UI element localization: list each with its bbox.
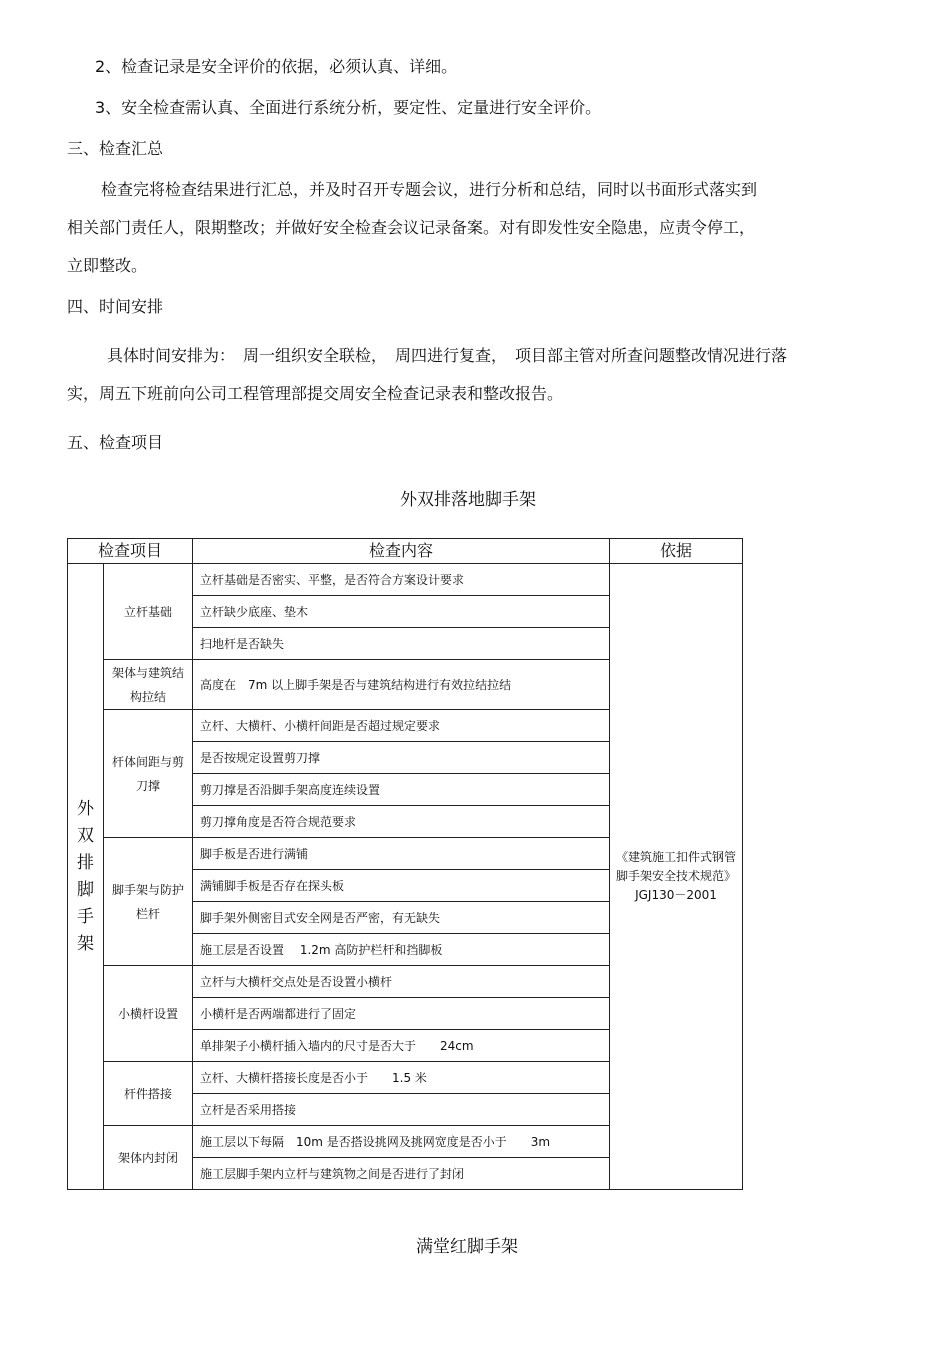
group-cell: [104, 966, 193, 1062]
content-cell: 小横杆是否两端都进行了固定: [193, 998, 610, 1030]
group-cell: [104, 660, 193, 710]
paragraph-schedule-line1: 具体时间安排为： 周一组织安全联检， 周四进行复查， 项目部主管对所查问题整改情况进行落: [107, 346, 788, 365]
content-cell: 剪刀撑是否沿脚手架高度连续设置: [193, 774, 610, 806]
table-row: [68, 564, 743, 596]
content-cell: 施工层脚手架内立杆与建筑物之间是否进行了封闭: [193, 1158, 610, 1190]
content-cell: 脚手板是否进行满铺: [193, 838, 610, 870]
group-cell: [104, 710, 193, 838]
content-cell: 立杆是否采用搭接: [193, 1094, 610, 1126]
group-label: 架体与建筑结构拉结: [111, 665, 184, 704]
paragraph-summary-line2: 相关部门责任人，限期整改；并做好安全检查会议记录备案。对有即发性安全隐患，应责令停工，: [67, 218, 756, 237]
main-item-cell: [68, 564, 104, 1190]
content-cell: 扫地杆是否缺失: [193, 628, 610, 660]
header-item: 检查项目: [68, 539, 193, 564]
group-label: 立杆基础: [123, 604, 172, 619]
group-cell: [104, 1062, 193, 1126]
content-cell: 剪刀撑角度是否符合规范要求: [193, 806, 610, 838]
header-content: 检查内容: [193, 539, 610, 564]
table-header-row: [68, 539, 743, 564]
table2-caption: 满堂红脚手架: [416, 1237, 518, 1257]
inspection-table: [67, 538, 743, 1190]
content-cell: 满铺脚手板是否存在探头板: [193, 870, 610, 902]
paragraph-schedule-line2: 实，周五下班前向公司工程管理部提交周安全检查记录表和整改报告。: [67, 384, 564, 403]
main-item-label: 外双排脚手架: [77, 798, 94, 954]
content-cell: 施工层是否设置 1.2m 高防护栏杆和挡脚板: [193, 934, 610, 966]
header-basis: 依据: [610, 539, 743, 564]
group-cell: [104, 838, 193, 966]
basis-cell: [610, 564, 743, 1190]
paragraph-summary-line3: 立即整改。: [67, 256, 148, 275]
content-cell: 施工层以下每隔 10m 是否搭设挑网及挑网宽度是否小于 3m: [193, 1126, 610, 1158]
group-cell: [104, 1126, 193, 1190]
table-caption: 外双排落地脚手架: [400, 490, 536, 510]
paragraph-summary-line1: 检查完将检查结果进行汇总，并及时召开专题会议，进行分析和总结，同时以书面形式落实到: [101, 180, 758, 199]
group-label: 小横杆设置: [117, 1006, 178, 1021]
content-cell: 高度在 7m 以上脚手架是否与建筑结构进行有效拉结拉结: [193, 660, 610, 710]
content-cell: 立杆缺少底座、垫木: [193, 596, 610, 628]
content-cell: 立杆、大横杆、小横杆间距是否超过规定要求: [193, 710, 610, 742]
group-label: 脚手架与防护栏杆: [111, 882, 184, 921]
content-cell: 立杆与大横杆交点处是否设置小横杆: [193, 966, 610, 998]
content-cell: 立杆、大横杆搭接长度是否小于 1.5 米: [193, 1062, 610, 1094]
paragraph-item-3: 3、安全检查需认真、全面进行系统分析，要定性、定量进行安全评价。: [95, 98, 602, 117]
group-label: 杆体间距与剪刀撑: [111, 754, 184, 793]
group-cell: [104, 564, 193, 660]
section-heading-items: 五、检查项目: [67, 433, 164, 452]
group-label: 杆件搭接: [123, 1086, 172, 1101]
section-heading-summary: 三、检查汇总: [67, 139, 164, 158]
basis-label: 《建筑施工扣件式钢管脚手架安全技术规范》 JGJ130－2001: [616, 850, 737, 902]
section-heading-schedule: 四、时间安排: [67, 297, 164, 316]
content-cell: 是否按规定设置剪刀撑: [193, 742, 610, 774]
group-label: 架体内封闭: [117, 1150, 178, 1165]
content-cell: 立杆基础是否密实、平整，是否符合方案设计要求: [193, 564, 610, 596]
content-cell: 脚手架外侧密目式安全网是否严密，有无缺失: [193, 902, 610, 934]
content-cell: 单排架子小横杆插入墙内的尺寸是否大于 24cm: [193, 1030, 610, 1062]
paragraph-item-2: 2、检查记录是安全评价的依据，必须认真、详细。: [95, 57, 458, 76]
